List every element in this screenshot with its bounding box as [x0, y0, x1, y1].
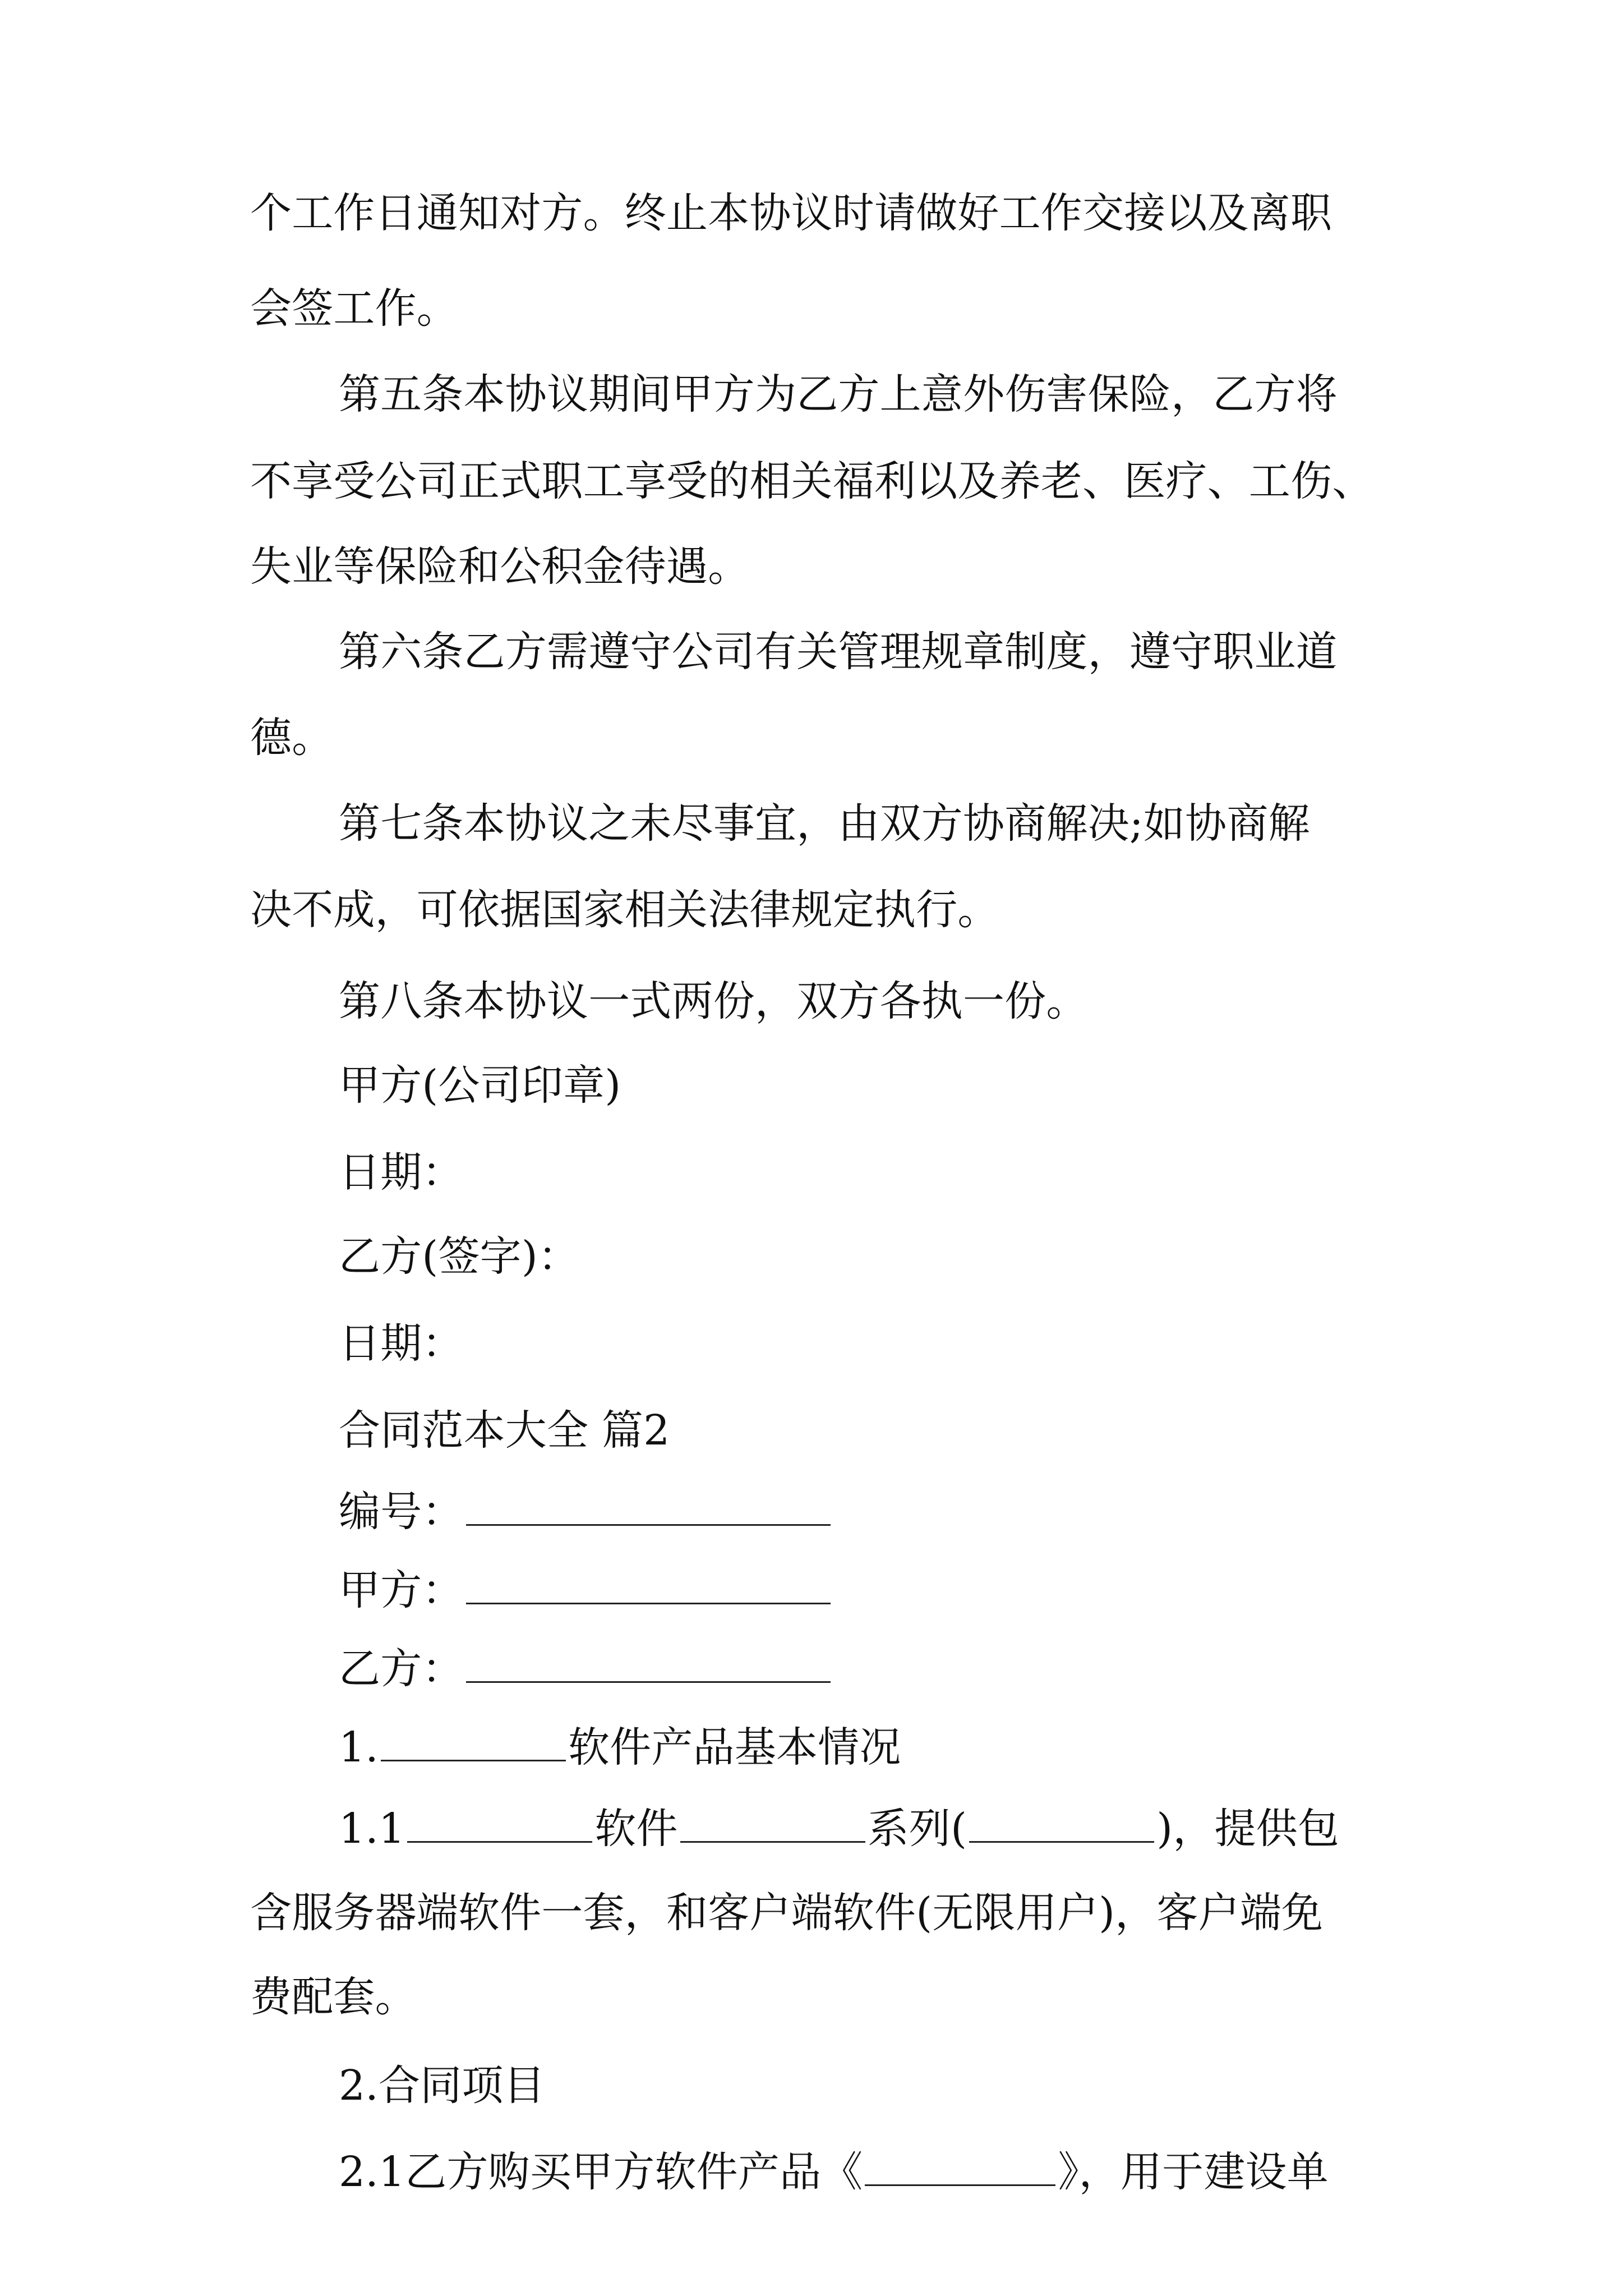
clause-number: 1.1 — [339, 1805, 405, 1853]
text-line: 费配套。 — [250, 1973, 417, 2021]
blank-line — [407, 1804, 592, 1843]
field-label: 乙方： — [339, 1645, 464, 1693]
clause-text: )，提供包 — [1156, 1805, 1340, 1853]
blank-line — [969, 1804, 1154, 1843]
clause-2-1 — [339, 2144, 1329, 2200]
clause-text: 软件 — [594, 1805, 678, 1853]
field-party-a — [339, 1562, 833, 1618]
section-title: 合同范本大全 篇2 — [339, 1406, 670, 1455]
text-line: 德。 — [250, 714, 334, 762]
text-line: 会签工作。 — [250, 284, 458, 333]
date-label: 日期： — [339, 1319, 464, 1368]
clause-text: 系列( — [867, 1805, 967, 1853]
text-line: 个工作日通知对方。终止本协议时请做好工作交接以及离职 — [250, 189, 1332, 237]
clause-1 — [339, 1719, 901, 1775]
text-line: 含服务器端软件一套，和客户端软件(无限用户)，客户端免 — [250, 1889, 1324, 1937]
blank-line — [466, 1644, 831, 1683]
clause-number: 1. — [339, 1723, 379, 1772]
text-line: 第七条本协议之未尽事宜，由双方协商解决;如协商解 — [339, 799, 1310, 848]
clause-text: 2.1乙方购买甲方软件产品《 — [339, 2148, 863, 2196]
text-line: 第六条乙方需遵守公司有关管理规章制度，遵守职业道 — [339, 628, 1338, 676]
signature-party-a: 甲方(公司印章) — [339, 1061, 621, 1110]
text-line: 第五条本协议期间甲方为乙方上意外伤害保险，乙方将 — [339, 370, 1338, 418]
blank-line — [466, 1487, 831, 1526]
blank-line — [381, 1723, 566, 1761]
blank-line — [680, 1804, 865, 1843]
clause-text: 软件产品基本情况 — [568, 1723, 901, 1772]
clause-2: 2.合同项目 — [339, 2062, 545, 2110]
text-line: 不享受公司正式职工享受的相关福利以及养老、医疗、工伤、 — [250, 457, 1374, 505]
field-number — [339, 1484, 833, 1540]
text-line: 决不成，可依据国家相关法律规定执行。 — [250, 886, 999, 934]
text-line: 失业等保险和公积金待遇。 — [250, 542, 750, 591]
field-label: 编号： — [339, 1488, 464, 1536]
field-label: 甲方： — [339, 1566, 464, 1614]
clause-1-1 — [339, 1801, 1339, 1857]
clause-text: 》，用于建设单 — [1058, 2148, 1329, 2196]
date-label: 日期： — [339, 1148, 464, 1197]
text-line: 第八条本协议一式两份，双方各执一份。 — [339, 977, 1088, 1025]
signature-party-b: 乙方(签字)： — [339, 1232, 580, 1281]
field-party-b — [339, 1641, 833, 1697]
blank-line — [865, 2147, 1055, 2186]
blank-line — [466, 1566, 831, 1604]
